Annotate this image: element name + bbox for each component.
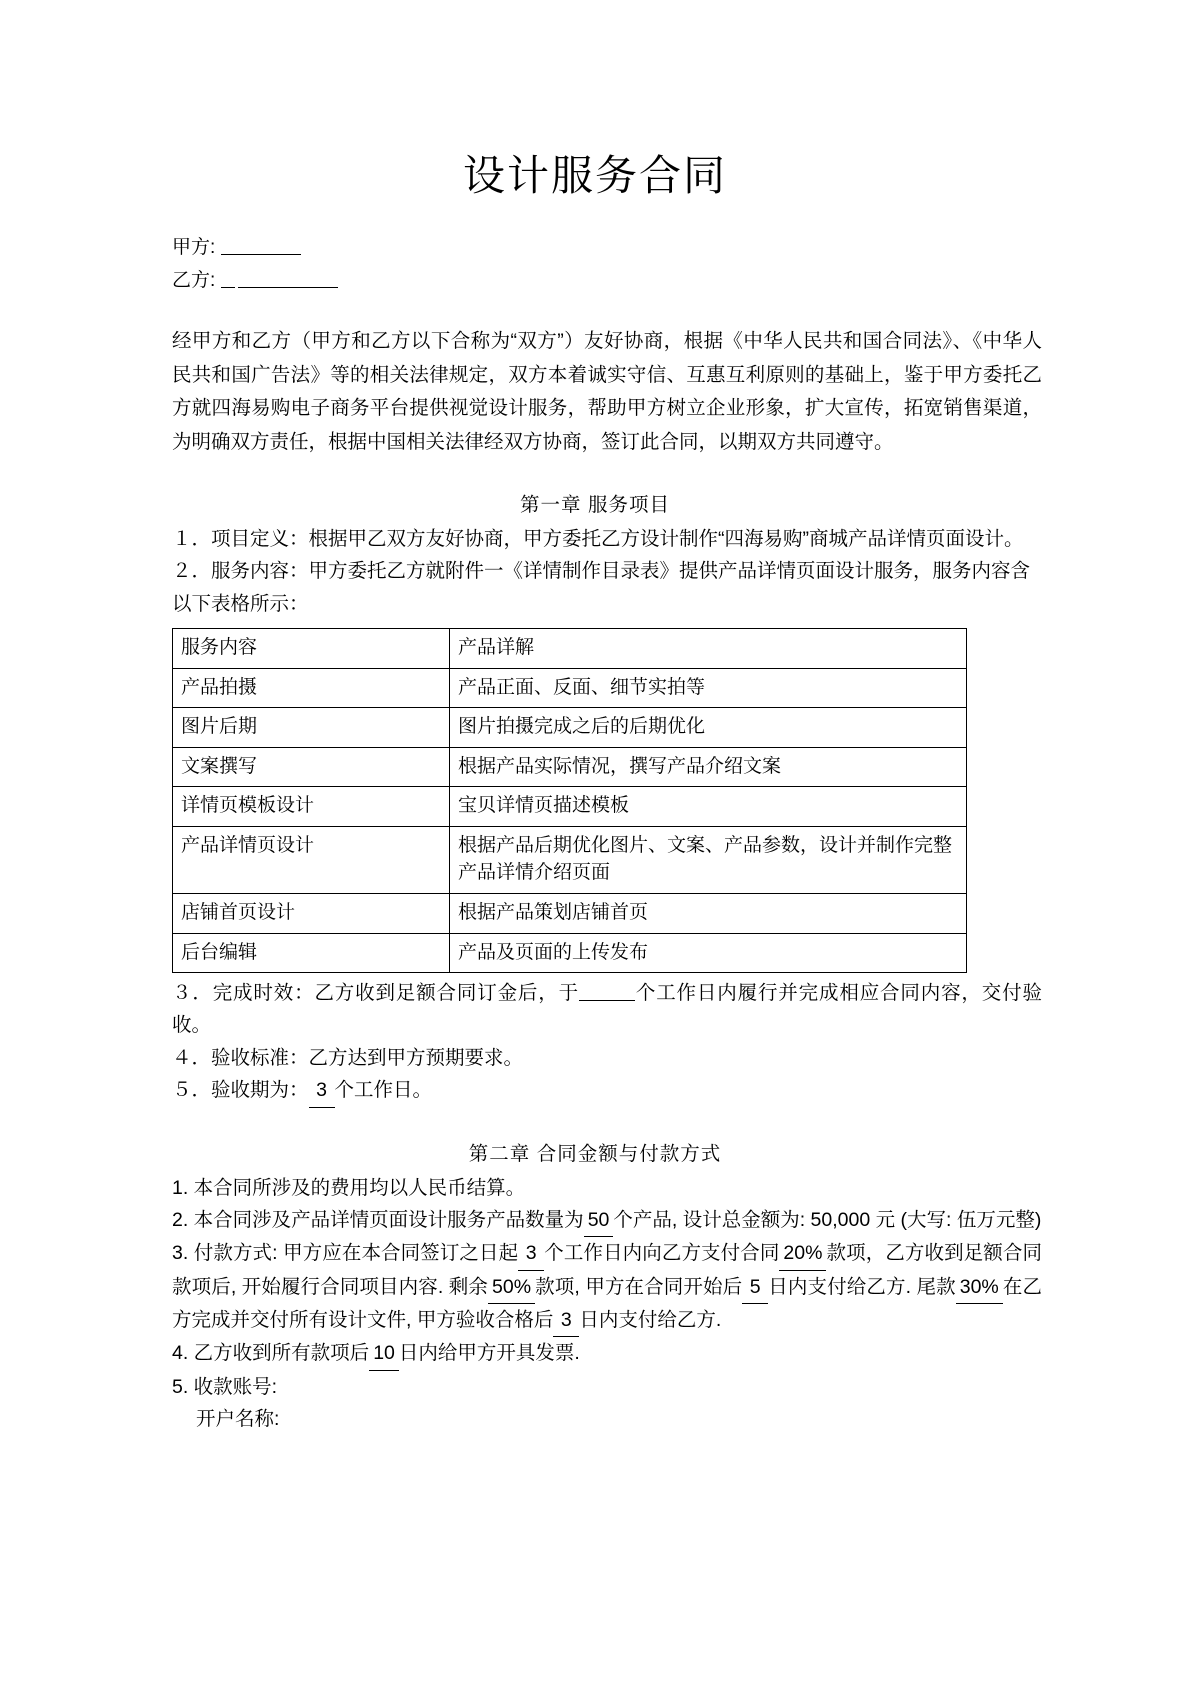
chapter1-clause-5	[172, 1074, 1042, 1107]
chapter1-clause-2-tail: 以下表格所示：	[172, 592, 309, 615]
c2-clause4-days[interactable]: 10	[369, 1337, 399, 1370]
c2-clause3-text-e: 日内支付给乙方. 尾款	[768, 1275, 956, 1298]
c2-clause3-percent-3[interactable]: 30%	[956, 1271, 1003, 1304]
chapter2-clause-1: 1. 本合同所涉及的费用均以人民币结算。	[172, 1176, 526, 1199]
party-a-label: 甲方:	[172, 236, 216, 258]
chapter2-clause-3	[172, 1237, 1042, 1337]
c2-clause2-text-b: 个产品, 设计总金额为: 50,000 元 (大写: 伍万元整)	[613, 1208, 1042, 1231]
party-a-blank[interactable]	[221, 237, 301, 255]
chapter1-heading: 第一章 服务项目	[520, 494, 670, 517]
chapter2-clause-5-account-name: 开户名称:	[196, 1408, 280, 1431]
table-row	[173, 787, 967, 827]
table-row-header	[173, 629, 967, 669]
table-cell-service: 后台编辑	[173, 933, 450, 973]
table-cell-service: 详情页模板设计	[173, 787, 450, 827]
chapter2-clause-2	[172, 1204, 1042, 1237]
clause3-blank[interactable]	[579, 984, 635, 1001]
c2-clause3-text-a: 3. 付款方式: 甲方应在本合同签订之日起	[172, 1242, 519, 1265]
c2-clause4-text-b: 日内给甲方开具发票.	[398, 1342, 580, 1365]
c2-clause3-text-g: 日内支付给乙方.	[579, 1309, 722, 1331]
table-cell-detail: 图片拍摄完成之后的后期优化	[450, 708, 967, 748]
table-cell-service: 产品详情页设计	[173, 826, 450, 893]
c2-clause3-days-3[interactable]: 3	[553, 1304, 579, 1337]
c2-clause3-text-d: 款项, 甲方在合同开始后	[535, 1275, 743, 1298]
clause5-text-a: ５．验收期为：	[172, 1079, 309, 1102]
c2-clause2-quantity[interactable]: 50	[584, 1204, 614, 1237]
chapter2-clause-5: 5. 收款账号:	[172, 1375, 278, 1398]
party-b-label: 乙方:	[172, 269, 216, 291]
table-header-service: 服务内容	[173, 629, 450, 669]
table-cell-service: 店铺首页设计	[173, 894, 450, 934]
table-cell-service: 图片后期	[173, 708, 450, 748]
chapter1-clause-1: １．项目定义：根据甲乙双方友好协商，甲方委托乙方设计制作“四海易购”商城产品详情页面设计。	[172, 528, 1024, 551]
clause3-text-b: 个工作日内履行并完成相应合同内容，交付验收。	[172, 982, 1042, 1037]
chapter1-clause-2: ２．服务内容：甲方委托乙方就附件一《详情制作目录表》提供产品详情页面设计服务，服务内容含	[172, 560, 1031, 583]
party-b-blank[interactable]	[238, 270, 338, 288]
table-cell-detail: 产品及页面的上传发布	[450, 933, 967, 973]
page-title: 设计服务合同	[462, 152, 727, 199]
table-cell-detail: 根据产品后期优化图片、文案、产品参数，设计并制作完整产品详情介绍页面	[450, 826, 967, 893]
clause5-text-b: 个工作日。	[334, 1079, 433, 1102]
c2-clause3-text-b: 个工作日内向乙方支付合同	[544, 1242, 780, 1265]
chapter1-clause-4: ４．验收标准：乙方达到甲方预期要求。	[172, 1046, 524, 1069]
table-row	[173, 894, 967, 934]
c2-clause3-text-c: 款项，乙方收到足额合同款项后, 开始履行合同项目内容. 剩余	[172, 1242, 1042, 1298]
c2-clause3-percent-1[interactable]: 20%	[779, 1237, 826, 1270]
c2-clause3-percent-2[interactable]: 50%	[488, 1271, 535, 1304]
table-row	[173, 747, 967, 787]
table-cell-detail: 根据产品实际情况，撰写产品介绍文案	[450, 747, 967, 787]
c2-clause2-text-a: 2. 本合同涉及产品详情页面设计服务产品数量为	[172, 1208, 584, 1231]
table-row	[173, 668, 967, 708]
party-a-line	[172, 231, 1042, 264]
c2-clause3-text-f: 在乙方完成并交付所有设计文件, 甲方验收合格后	[172, 1275, 1042, 1331]
table-cell-detail: 根据产品策划店铺首页	[450, 894, 967, 934]
c2-clause3-days-2[interactable]: 5	[742, 1271, 768, 1304]
table-row	[173, 933, 967, 973]
party-b-line	[172, 264, 1042, 297]
table-cell-service: 文案撰写	[173, 747, 450, 787]
preamble-paragraph: 经甲方和乙方（甲方和乙方以下合称为“双方”）友好协商，根据《中华人民共和国合同法》、《中华人民共和国广告法》等的相关法律规定，双方本着诚实守信、互惠互利原则的基础上，鉴于甲方委托乙方就四海易购电子商务平台提供视觉设计服务，帮助甲方树立企业形象，扩大宣传，拓宽销售渠道，为明确双方责任，根据中国相关法律经双方协商，签订此合同，以期双方共同遵守。	[172, 330, 1042, 453]
clause3-text-a: ３．完成时效：乙方收到足额合同订金后，于	[172, 982, 579, 1005]
table-cell-detail: 宝贝详情页描述模板	[450, 787, 967, 827]
table-row	[173, 708, 967, 748]
clause5-value[interactable]: 3	[309, 1074, 335, 1107]
chapter2-heading: 第二章 合同金额与付款方式	[468, 1142, 722, 1165]
table-row	[173, 826, 967, 893]
c2-clause4-text-a: 4. 乙方收到所有款项后	[172, 1342, 370, 1365]
party-b-blank-short[interactable]	[221, 270, 235, 288]
table-cell-detail: 产品正面、反面、细节实拍等	[450, 668, 967, 708]
chapter2-clause-4	[172, 1337, 1042, 1370]
table-header-detail: 产品详解	[450, 629, 967, 669]
chapter1-clause-3	[172, 977, 1042, 1042]
c2-clause3-days-1[interactable]: 3	[518, 1237, 544, 1270]
service-content-table	[172, 628, 967, 973]
table-cell-service: 产品拍摄	[173, 668, 450, 708]
